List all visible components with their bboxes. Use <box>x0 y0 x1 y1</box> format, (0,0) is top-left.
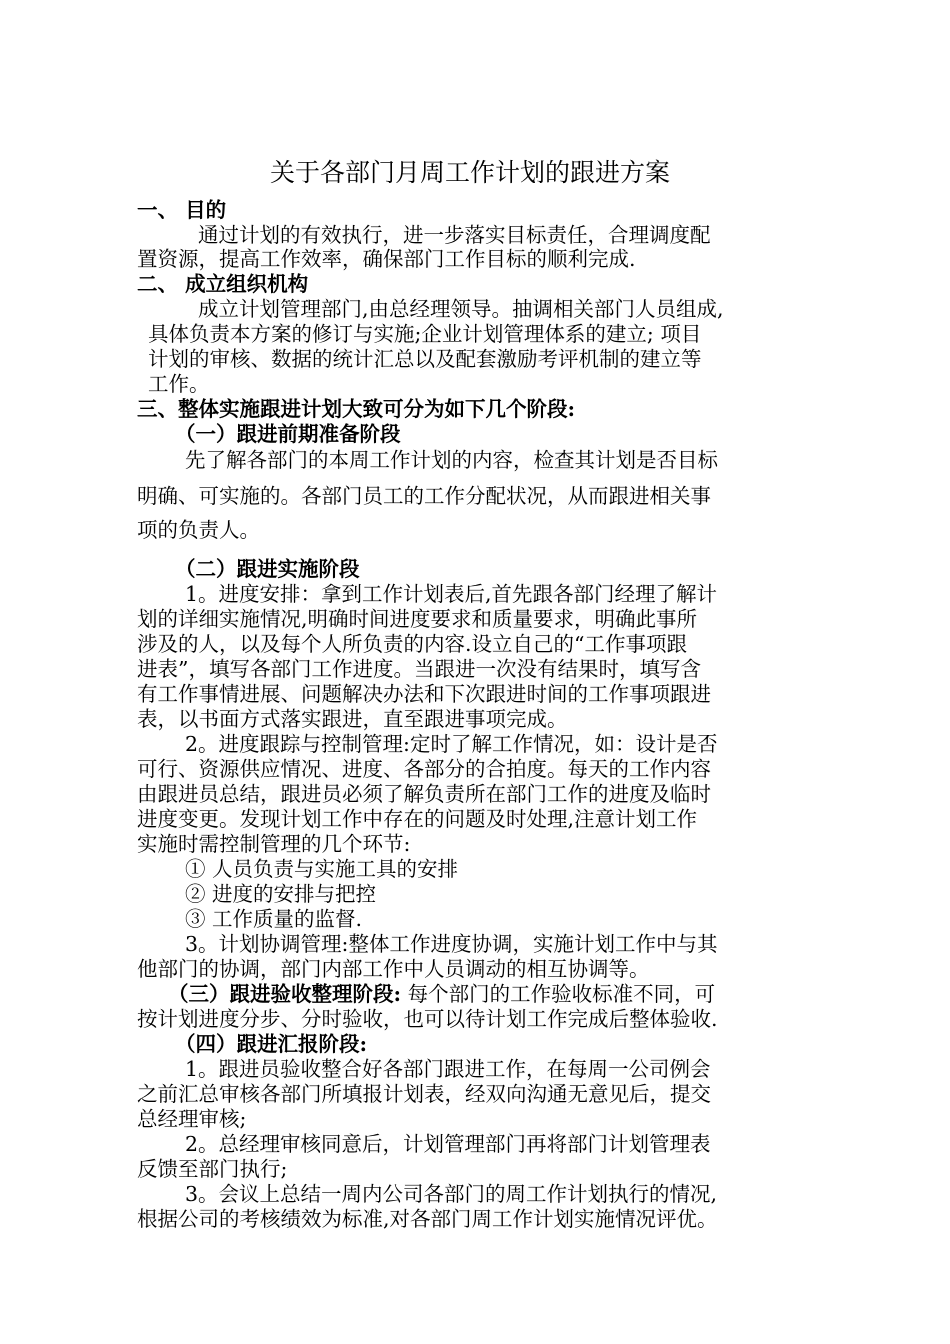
stage-2-item-2-line: 2。进度跟踪与控制管理:定时了解工作情况，如：设计是否 <box>185 732 718 756</box>
stage-1-paragraph-line: 先了解各部门的本周工作计划的内容，检查其计划是否目标 <box>185 448 718 472</box>
stage-4-item-2-line: 反馈至部门执行; <box>137 1157 288 1181</box>
stage-2-item-1-line: 划的详细实施情况,明确时间进度要求和质量要求，明确此事所 <box>137 607 698 631</box>
stage-2-item-1-line: 表，以书面方式落实跟进，直至跟进事项完成。 <box>137 707 568 731</box>
stage-3-line <box>168 982 715 1006</box>
stage-1-heading: （一）跟进前期准备阶段 <box>175 422 401 446</box>
stage-1-paragraph-line: 明确、可实施的。各部门员工的工作分配状况，从而跟进相关事 <box>137 484 711 508</box>
stage-2-item-1-line: 进表”，填写各部门工作进度。当跟进一次没有结果时，填写含 <box>137 657 701 681</box>
stage-2-item-1-line: 涉及的人，以及每个人所负责的内容.设立自己的“工作事项跟 <box>137 632 687 656</box>
stage-2-bullet: ③ 工作质量的监督. <box>185 907 363 931</box>
section-2-paragraph-line: 计划的审核、数据的统计汇总以及配套激励考评机制的建立等 <box>148 347 702 371</box>
section-1-paragraph-line: 置资源，提高工作效率，确保部门工作目标的顺利完成. <box>137 247 636 271</box>
section-2-paragraph-line: 具体负责本方案的修订与实施;企业计划管理体系的建立; 项目 <box>148 322 702 346</box>
stage-4-heading: （四）跟进汇报阶段: <box>175 1032 368 1056</box>
stage-3-paragraph-line: 按计划进度分步、分时验收，也可以待计划工作完成后整体验收. <box>137 1007 718 1031</box>
stage-2-bullet: ② 进度的安排与把控 <box>185 882 377 906</box>
stage-2-item-2-line: 可行、资源供应情况、进度、各部分的合拍度。每天的工作内容 <box>137 757 711 781</box>
stage-2-heading: （二）跟进实施阶段 <box>175 557 360 581</box>
section-2-paragraph-line: 成立计划管理部门,由总经理领导。抽调相关部门人员组成, <box>198 297 724 321</box>
stage-4-item-3-line: 3。会议上总结一周内公司各部门的周工作计划执行的情况, <box>185 1182 718 1206</box>
stage-4-item-3-line: 根据公司的考核绩效为标准,对各部门周工作计划实施情况评优。 <box>137 1207 718 1231</box>
stage-2-item-3-line: 他部门的协调，部门内部工作中人员调动的相互协调等。 <box>137 957 650 981</box>
stage-2-item-1-line: 1。进度安排：拿到工作计划表后,首先跟各部门经理了解计 <box>185 582 718 606</box>
stage-2-item-3-line: 3。计划协调管理:整体工作进度协调，实施计划工作中与其 <box>185 932 718 956</box>
section-3-heading: 三、整体实施跟进计划大致可分为如下几个阶段: <box>137 397 576 421</box>
stage-3-paragraph: 每个部门的工作验收标准不同，可 <box>401 982 716 1006</box>
stage-2-item-2-line: 进度变更。发现计划工作中存在的问题及时处理,注意计划工作 <box>137 807 698 831</box>
stage-2-bullet: ① 人员负责与实施工具的安排 <box>185 857 459 881</box>
section-2-paragraph-line: 工作。 <box>148 372 210 396</box>
section-1-heading: 一、 目的 <box>137 198 227 222</box>
stage-2-item-2-line: 实施时需控制管理的几个环节: <box>137 832 411 856</box>
section-2-heading: 二、 成立组织机构 <box>137 272 309 296</box>
stage-2-item-2-line: 由跟进员总结，跟进员必须了解负责所在部门工作的进度及临时 <box>137 782 711 806</box>
stage-4-item-2-line: 2。总经理审核同意后，计划管理部门再将部门计划管理表 <box>185 1132 711 1156</box>
document-title: 关于各部门月周工作计划的跟进方案 <box>270 158 671 187</box>
stage-1-paragraph-line: 项的负责人。 <box>137 518 260 542</box>
stage-3-heading: （三）跟进验收整理阶段: <box>168 982 402 1006</box>
stage-2-item-1-line: 有工作事情进展、问题解决办法和下次跟进时间的工作事项跟进 <box>137 682 711 706</box>
stage-4-item-1-line: 总经理审核; <box>137 1107 247 1131</box>
stage-4-item-1-line: 1。跟进员验收整合好各部门跟进工作，在每周一公司例会 <box>185 1057 711 1081</box>
stage-4-item-1-line: 之前汇总审核各部门所填报计划表，经双向沟通无意见后，提交 <box>137 1082 711 1106</box>
section-1-paragraph-line: 通过计划的有效执行，进一步落实目标责任，合理调度配 <box>198 223 711 247</box>
